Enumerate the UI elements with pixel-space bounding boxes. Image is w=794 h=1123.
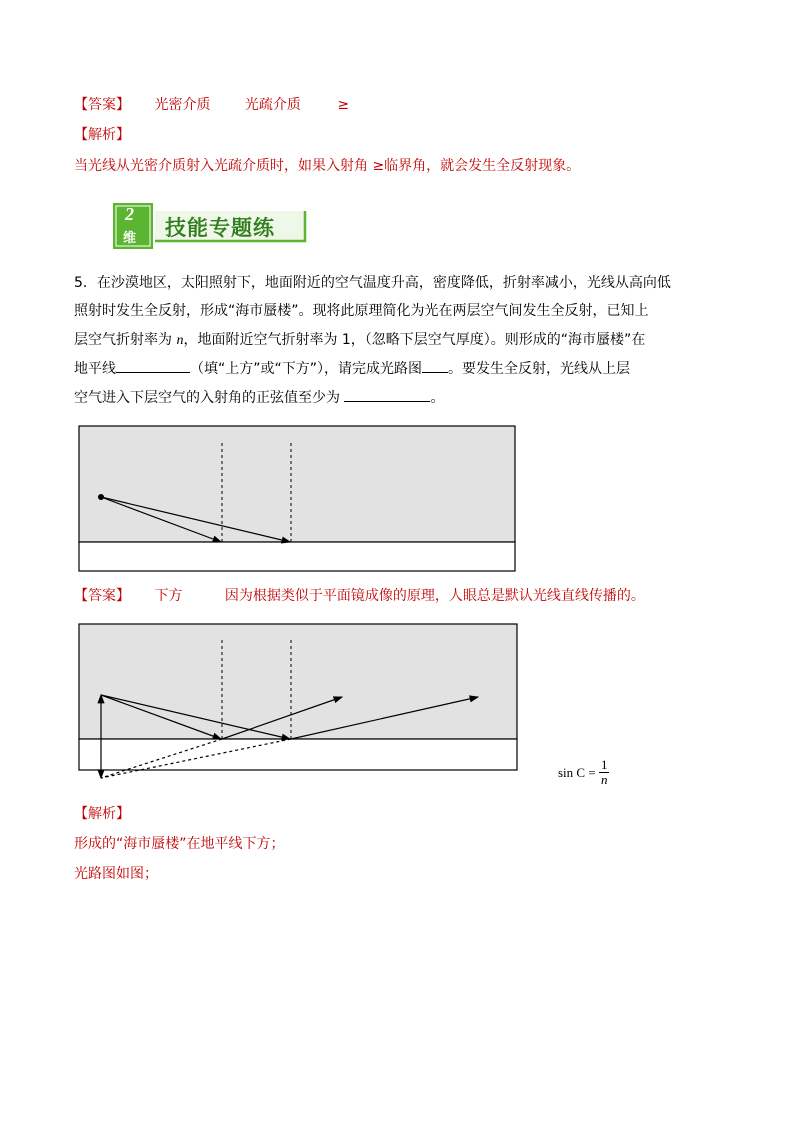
formula-numerator: 1: [600, 757, 608, 772]
badge-title: 技能专题练: [165, 216, 275, 240]
upper-air-layer: [79, 426, 515, 542]
answer-1-row: [74, 94, 349, 114]
blank-sine[interactable]: [344, 387, 430, 402]
formula-denominator: n: [600, 772, 608, 787]
ground-layer: [79, 739, 517, 770]
question-line: 照射时发生全反射，形成“海市蜃楼”。现将此原理简化为光在两层空气间发生全反射，已知上: [74, 303, 649, 319]
analysis-label: 【解析】: [74, 127, 130, 143]
answer-label: 【答案】: [74, 97, 130, 113]
answer-item: 光密介质: [154, 97, 211, 113]
analysis-text: 光路图如图；: [74, 866, 158, 882]
answer-item: ≥: [337, 97, 350, 113]
critical-angle-formula: [558, 758, 609, 787]
analysis-label: 【解析】: [74, 806, 130, 822]
question-line: 层空气折射率为 n，地面附近空气折射率为 1，（忽略下层空气厚度）。则形成的“海市蜃楼”在: [74, 332, 646, 348]
badge-number: 2: [125, 204, 134, 224]
upper-air-layer: [79, 624, 517, 739]
answer-item: 下方: [154, 588, 183, 604]
badge-sub: 维: [123, 231, 137, 246]
answer-diagram: [78, 622, 522, 784]
ground-layer: [79, 542, 515, 571]
n-variable: n: [176, 333, 184, 348]
question-line: 地平线 （填“上方”或“下方”），请完成光路图 。要发生全反射，光线从上层: [74, 355, 630, 383]
answer-2-row: [74, 585, 645, 605]
analysis-text: 当光线从光密介质射入光疏介质时，如果入射角 ≥临界角，就会发生全反射现象。: [74, 158, 581, 174]
blank-diagram[interactable]: [422, 358, 448, 373]
question-line: 空气进入下层空气的入射角的正弦值至少为 。: [74, 384, 444, 412]
answer-item: 光疏介质: [244, 97, 301, 113]
question-line: 5．在沙漠地区，太阳照射下，地面附近的空气温度升高，密度降低，折射率减小，光线从高向低: [74, 275, 671, 291]
blank-position[interactable]: [116, 358, 190, 373]
answer-item: 因为根据类似于平面镜成像的原理，人眼总是默认光线直线传播的。: [224, 588, 645, 604]
question-diagram: [78, 425, 518, 575]
formula-left: sin C =: [558, 764, 596, 780]
formula-fraction: [599, 758, 610, 787]
section-badge: [113, 203, 309, 249]
analysis-text: 形成的“海市蜃楼”在地平线下方；: [74, 836, 285, 852]
answer-label: 【答案】: [74, 588, 130, 604]
